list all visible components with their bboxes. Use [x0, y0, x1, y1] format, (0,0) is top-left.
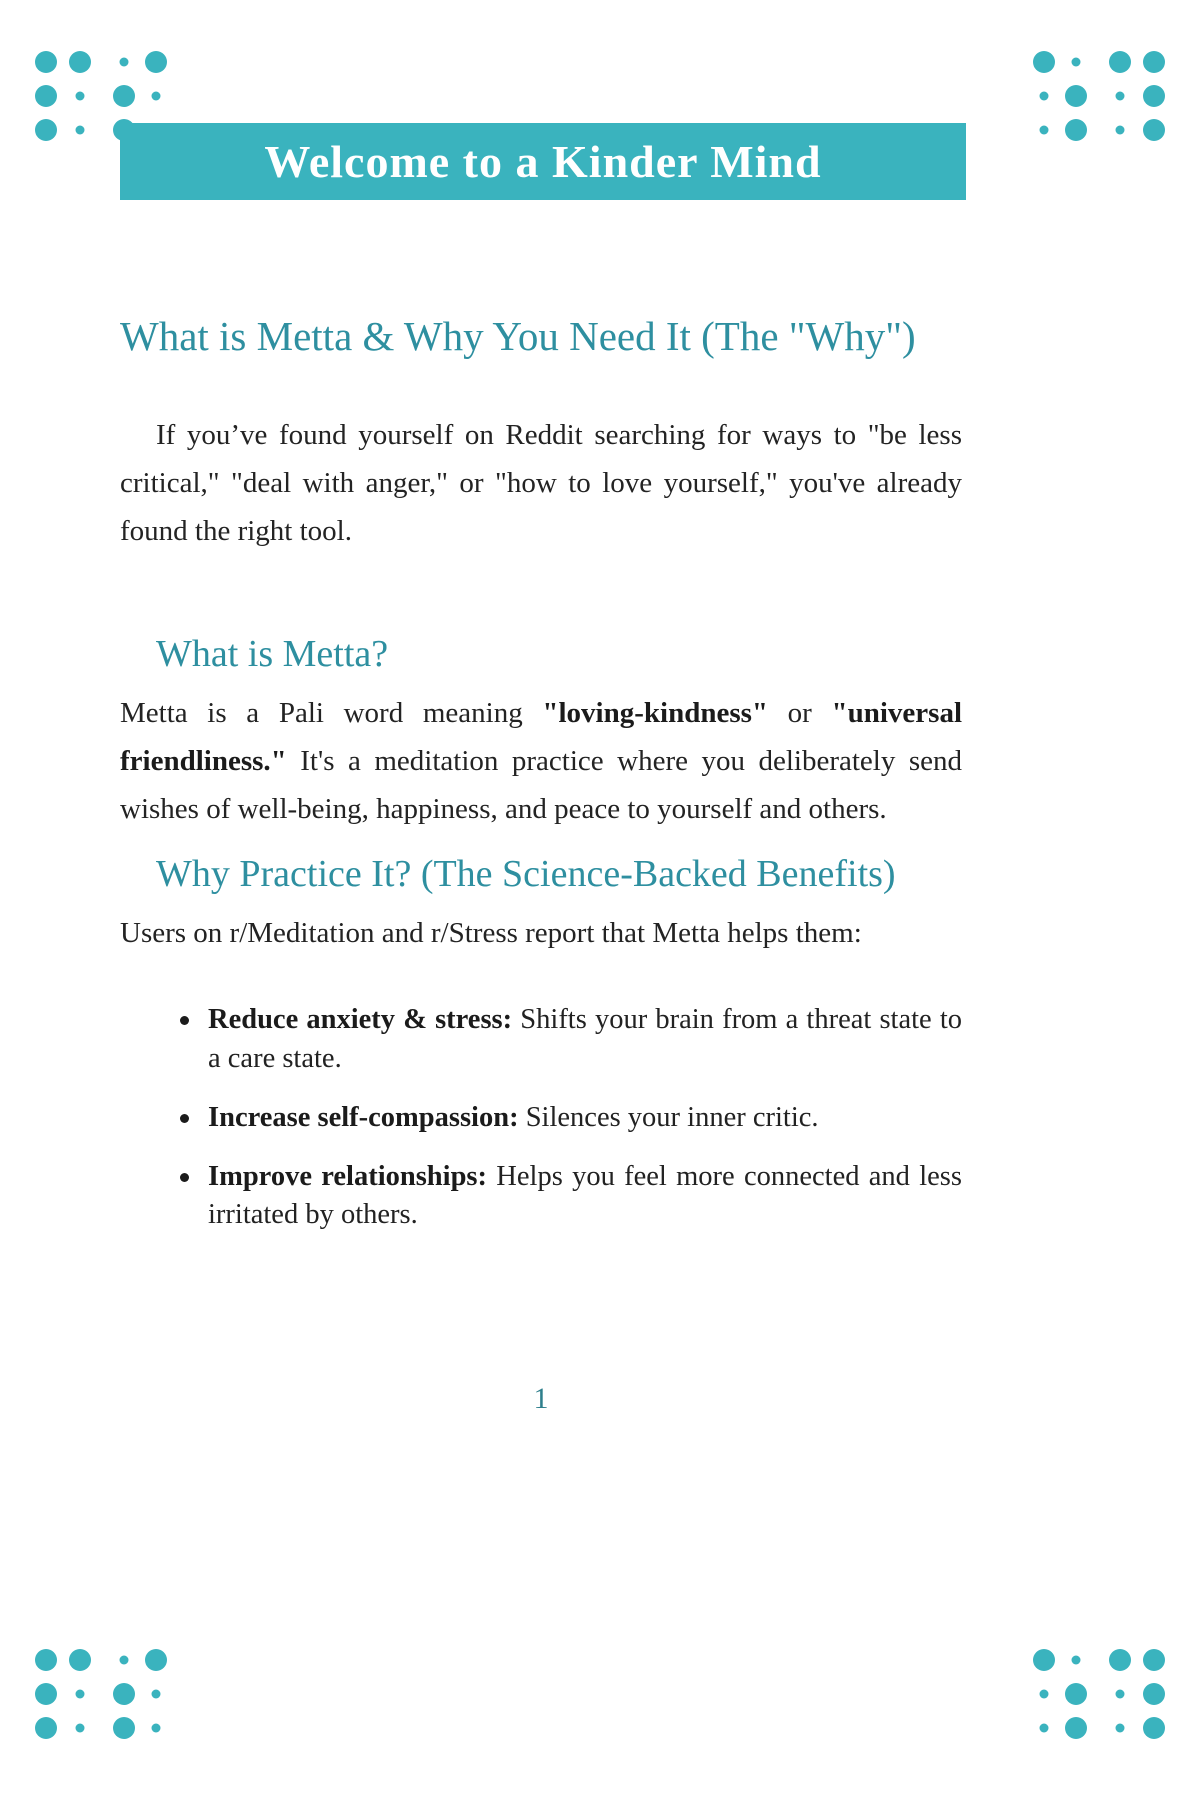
- section-heading-main: What is Metta & Why You Need It (The "Why"): [120, 313, 916, 359]
- definition-bold-universal-friendliness: "universal friendliness.": [120, 697, 962, 778]
- intro-paragraph: If you’ve found yourself on Reddit searching for ways to "be less critical," "deal with anger," or "how to love yourself," you've already found the right tool.: [120, 419, 962, 548]
- why-intro-paragraph: Users on r/Meditation and r/Stress report that Metta helps them:: [120, 917, 862, 950]
- section-heading-what-is-metta: What is Metta?: [156, 632, 389, 675]
- bullet-text: Shifts your brain from a threat state to a care state.: [208, 1004, 963, 1074]
- list-item-reduce-anxiety: [180, 1001, 962, 1079]
- bullet-text: Helps you feel more connected and less irritated by others.: [208, 1160, 962, 1231]
- page-title: Welcome to a Kinder Mind: [264, 136, 822, 187]
- definition-text-segment: or: [768, 697, 832, 730]
- braille-dots-decoration: [32, 1644, 170, 1740]
- definition-text-segment: Metta is a Pali word meaning: [120, 697, 543, 730]
- bullet-label: Reduce anxiety & stress:: [208, 1004, 513, 1036]
- bullet-label: Improve relationships:: [208, 1160, 488, 1192]
- list-item-improve-relationships: [180, 1158, 962, 1236]
- section-heading-why-practice: Why Practice It? (The Science-Backed Benefits): [156, 852, 896, 895]
- braille-dots-decoration: [1030, 1644, 1168, 1740]
- content-column: [120, 312, 962, 1255]
- definition-bold-loving-kindness: "loving-kindness": [542, 697, 769, 730]
- bullet-text: Silences your inner critic.: [518, 1101, 819, 1133]
- metta-definition-paragraph: [120, 689, 962, 833]
- bullet-label: Increase self-compassion:: [208, 1101, 519, 1133]
- braille-dots-decoration: [1030, 46, 1168, 142]
- list-item-self-compassion: [180, 1099, 962, 1138]
- benefits-list: [120, 1001, 962, 1235]
- definition-text-segment: It's a meditation practice where you deliberately send wishes of well-being, happiness, and peace to yourself and others.: [120, 745, 962, 826]
- page-number: 1: [533, 1382, 549, 1415]
- title-banner: [120, 123, 966, 200]
